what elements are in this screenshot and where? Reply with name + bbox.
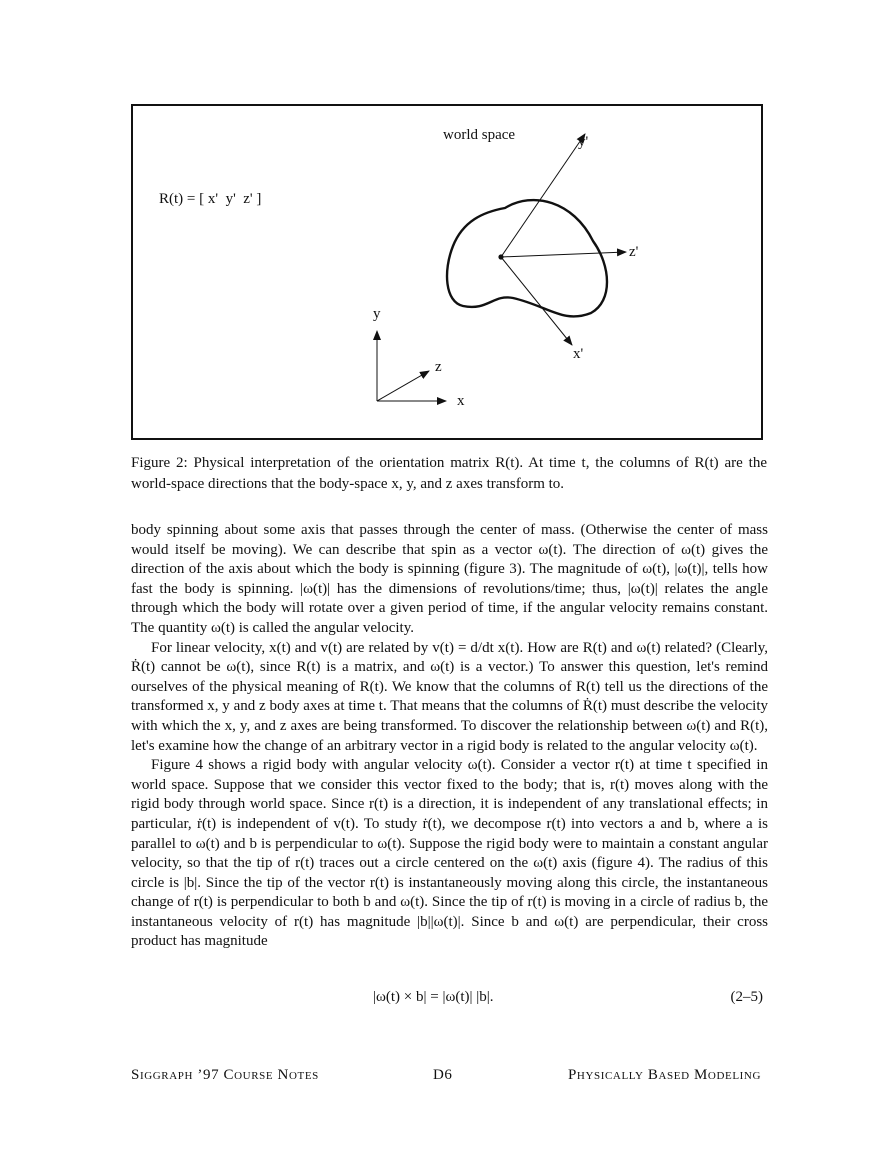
body-axis-x-arrow xyxy=(501,257,572,345)
rigid-body-outline xyxy=(447,200,607,316)
equation-2-5 xyxy=(131,989,763,1011)
paragraph-2: For linear velocity, x(t) and v(t) are related by v(t) = d/dt x(t). How are R(t) and ω(t) related? (Clearly, Ṙ(t) cannot be ω(t), since R(t) is a matrix, and ω(t) is a vector.) To answer this question, let's remind ourselves of the physical meaning of R(t). We know that the columns of R(t) tell us the directions of the transformed x, y and z body axes at time t. That means that the columns of Ṙ(t) must describe the velocity with which the x, y, and z axes are being transformed. To discover the relationship between ω(t) and R(t), let's examine how the change of an arbitrary vector in a rigid body is related to the angular velocity ω(t). xyxy=(131,639,768,754)
figure-caption: Figure 2: Physical interpretation of the orientation matrix R(t). At time t, the columns of R(t) are the world-space directions that the body-space x, y, and z axes transform to. xyxy=(131,455,767,492)
equation-body: |ω(t) × b| = |ω(t)| |b|. xyxy=(373,989,494,1005)
world-space-label: world space xyxy=(443,127,516,143)
body-axis-z-arrow xyxy=(501,252,626,257)
footer-course-notes: Siggraph ’97 Course Notes xyxy=(131,1067,319,1083)
body-axis-y-label: y' xyxy=(578,134,589,150)
orientation-matrix-label: R(t) = [ x' y' z' ] xyxy=(159,191,262,207)
orientation-diagram xyxy=(133,106,761,438)
paragraph-1: body spinning about some axis that passes through the center of mass. (Otherwise the center of mass would itself be moving). We can describe that spin as a vector ω(t). The direction of ω(t) gives the direction of the axis about which the body is spinning (figure 3). The magnitude of ω(t), |ω(t)|, tells how fast the body is spinning. |ω(t)| has the dimensions of revolutions/time; thus, |ω(t)| relates the angle through which the body will rotate over a given period of time, if the angular velocity remains constant. The quantity ω(t) is called the angular velocity. xyxy=(131,522,768,636)
body-axis-z-label: z' xyxy=(629,244,639,260)
page-footer xyxy=(131,1067,761,1087)
body-axis-y-arrow xyxy=(501,134,585,257)
world-axis-z-label: z xyxy=(435,359,442,375)
world-axis-y-label: y xyxy=(373,306,381,322)
world-axis-x-label: x xyxy=(457,393,465,409)
body-text xyxy=(131,521,768,952)
footer-title: Physically Based Modeling xyxy=(567,1067,761,1083)
body-axis-x-label: x' xyxy=(573,346,584,362)
world-axis-z-arrow xyxy=(377,371,429,401)
page-number: D6 xyxy=(433,1067,453,1083)
figure-2 xyxy=(131,104,763,440)
equation-number: (2–5) xyxy=(730,989,763,1005)
paragraph-3: Figure 4 shows a rigid body with angular velocity ω(t). Consider a vector r(t) at time t specified in world space. Suppose that we consider this vector fixed to the body; that is, r(t) moves along with the rigid body through world space. Since r(t) is a direction, it is independent of any translational effects; in particular, ṙ(t) is independent of v(t). To study ṙ(t), we decompose r(t) into vectors a and b, where a is parallel to ω(t) and b is perpendicular to ω(t). Suppose the rigid body were to maintain a constant angular velocity, so that the tip of r(t) traces out a circle centered on the ω(t) axis (figure 4). The radius of this circle is |b|. Since the tip of the vector r(t) is instantaneously moving along this circle, the instantaneous change of r(t) is perpendicular to both b and ω(t). Since the tip of r(t) is moving in a circle of radius b, the instantaneous velocity of r(t) has magnitude |b||ω(t)|. Since b and ω(t) are perpendicular, their cross product has magnitude xyxy=(131,757,768,950)
